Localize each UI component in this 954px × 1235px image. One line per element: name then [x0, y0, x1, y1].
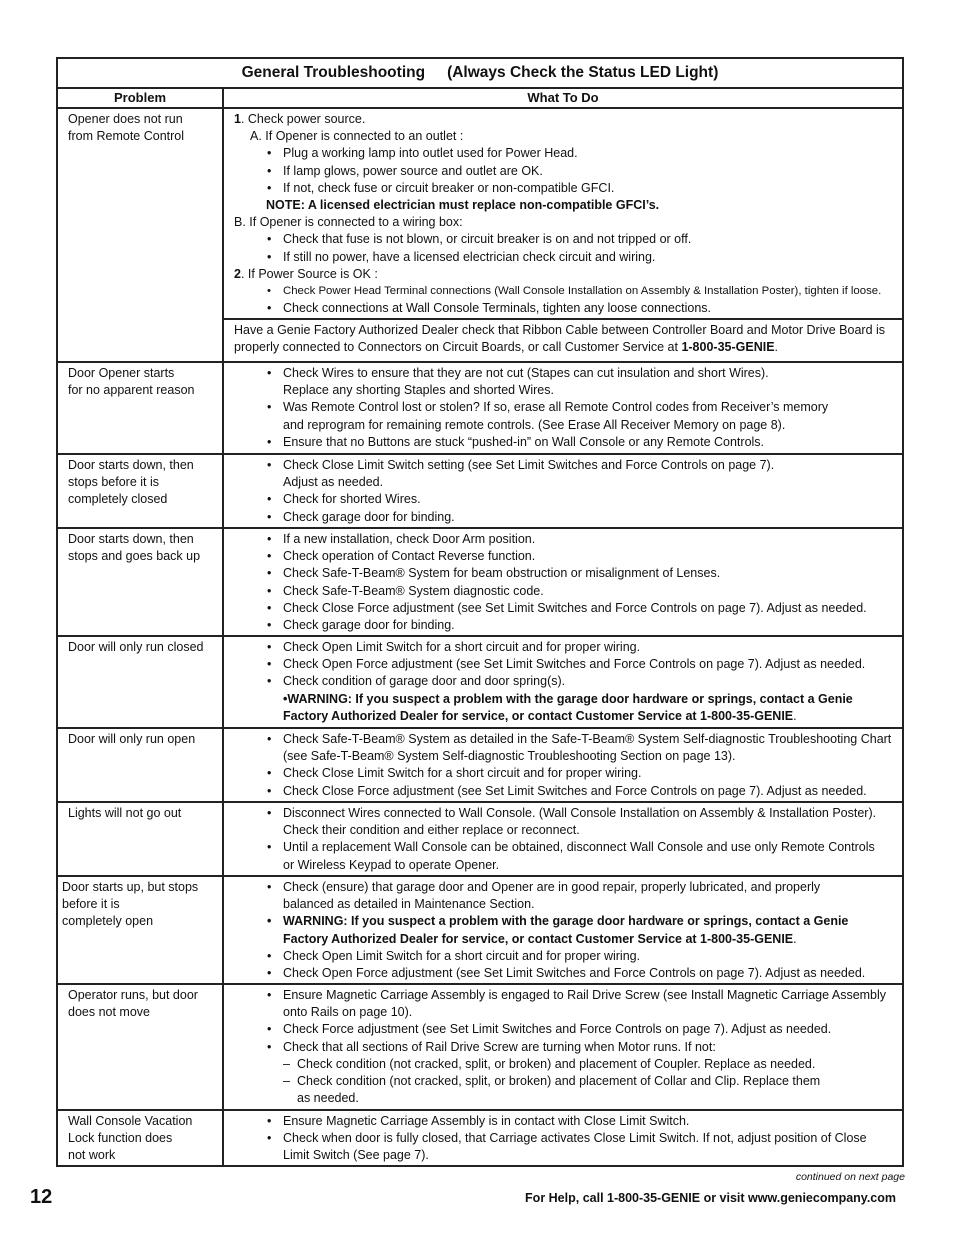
solution-steps [224, 109, 902, 320]
list-item: • Check (ensure) that garage door and Opener are in good repair, properly lubricated, and properly balanced as detailed in Maintenance Section. [234, 879, 900, 913]
list-item: • If not, check fuse or circuit breaker or non-compatible GFCI. [234, 180, 900, 197]
problem-cell: Door starts down, then stops before it is completely closed [58, 455, 224, 527]
problem-cell: Operator runs, but door does not move [58, 985, 224, 1109]
problem-cell: Opener does not run from Remote Control [58, 109, 224, 361]
list-item: • Ensure Magnetic Carriage Assembly is engaged to Rail Drive Screw (see Install Magnetic Carriage Assembly onto Rails on page 10). [234, 987, 900, 1021]
table-row [58, 985, 902, 1111]
header-problem: Problem [58, 89, 224, 107]
list-item: • Check Force adjustment (see Set Limit Switches and Force Controls on page 7). Adjust as needed. [234, 1021, 900, 1038]
list-item: • Check condition of garage door and door spring(s). [234, 673, 900, 690]
troubleshooting-table [56, 57, 904, 1167]
list-item: • Check Safe-T-Beam® System diagnostic code. [234, 583, 900, 600]
table-row [58, 803, 902, 877]
solution-cell [224, 985, 902, 1109]
list-item: • Check for shorted Wires. [234, 491, 900, 508]
list-item: • Check connections at Wall Console Terminals, tighten any loose connections. [234, 300, 900, 317]
list-item: • Disconnect Wires connected to Wall Console. (Wall Console Installation on Assembly & Installation Poster). Check their condition and either replace or reconnect. [234, 805, 900, 839]
problem-cell: Door Opener starts for no apparent reason [58, 363, 224, 453]
table-title [58, 59, 902, 89]
list-item: • Check that fuse is not blown, or circuit breaker is on and not tripped or off. [234, 231, 900, 248]
list-item: • Check Close Limit Switch setting (see Set Limit Switches and Force Controls on page 7). Adjust as needed. [234, 457, 900, 491]
list-item: • Check Close Limit Switch for a short circuit and for proper wiring. [234, 765, 900, 782]
list-item: • Check Open Limit Switch for a short circuit and for proper wiring. [234, 948, 900, 965]
gfci-note: NOTE: A licensed electrician must replace non-compatible GFCI’s. [266, 198, 660, 213]
list-item: • Check garage door for binding. [234, 509, 900, 526]
help-footer: For Help, call 1-800-35-GENIE or visit www.geniecompany.com [525, 1191, 896, 1205]
solution-cell [224, 455, 902, 527]
step-2-list [234, 283, 900, 317]
header-what-to-do: What To Do [527, 90, 599, 105]
list-item: • Check Open Force adjustment (see Set Limit Switches and Force Controls on page 7). Adjust as needed. [234, 656, 900, 673]
table-row [58, 455, 902, 529]
dealer-check: Have a Genie Factory Authorized Dealer check that Ribbon Cable between Controller Board and Motor Drive Board is properly connected to Connectors on Circuit Boards, or call Customer Service at 1-800-35-GENIE. [234, 323, 886, 355]
problem-cell: Wall Console Vacation Lock function does not work [58, 1111, 224, 1167]
step-1a-list [234, 145, 900, 197]
list-item: • Check operation of Contact Reverse function. [234, 548, 900, 565]
solution-cell [224, 109, 902, 361]
list-item: • Check that all sections of Rail Drive Screw are turning when Motor runs. If not: [234, 1039, 900, 1056]
solution-cell [224, 363, 902, 453]
page-number: 12 [30, 1186, 53, 1208]
list-item: • If lamp glows, power source and outlet are OK. [234, 163, 900, 180]
solution-cell [224, 877, 902, 983]
continued-note: continued on next page [795, 1171, 905, 1183]
solution-cell [224, 729, 902, 801]
table-row [58, 109, 902, 363]
table-row [58, 877, 902, 985]
step-1: 1. Check power source. [234, 112, 366, 126]
problem-cell: Door will only run open [58, 729, 224, 801]
step-1b: B. If Opener is connected to a wiring box: [234, 215, 463, 230]
list-item: • Ensure Magnetic Carriage Assembly is in contact with Close Limit Switch. [234, 1113, 900, 1130]
problem-cell: Door starts up, but stops before it is completely open [58, 877, 224, 983]
list-item: • Plug a working lamp into outlet used for Power Head. [234, 145, 900, 162]
list-item: • Check Safe-T-Beam® System for beam obstruction or misalignment of Lenses. [234, 565, 900, 582]
warning-note: •WARNING: If you suspect a problem with the garage door hardware or springs, contact a Genie Factory Authorized Dealer for service, or contact Customer Service at 1-800-35-GENIE. [283, 691, 853, 723]
list-item: • If a new installation, check Door Arm position. [234, 531, 900, 548]
list-item: • Check Wires to ensure that they are not cut (Stapes can cut insulation and short Wires). Replace any shorting Staples and shorted Wires. [234, 365, 900, 399]
table-row [58, 637, 902, 729]
step-2: 2. If Power Source is OK : [234, 266, 378, 281]
problem-cell: Door will only run closed [58, 637, 224, 727]
solution-cell [224, 1111, 902, 1167]
problem-cell: Lights will not go out [58, 803, 224, 875]
list-item: • If still no power, have a licensed electrician check circuit and wiring. [234, 249, 900, 266]
list-item: • Until a replacement Wall Console can be obtained, disconnect Wall Console and use only Remote Controls or Wireless Keypad to operate Opener. [234, 839, 900, 873]
table-row [58, 1111, 902, 1167]
list-item: • Check Safe-T-Beam® System as detailed in the Safe-T-Beam® System Self-diagnostic Troubleshooting Chart (see Safe-T-Beam® System Self-diagnostic Troubleshooting Section on page 13). [234, 731, 900, 765]
step-1a: A. If Opener is connected to an outlet : [250, 129, 464, 144]
list-item: • Ensure that no Buttons are stuck “pushed-in” on Wall Console or any Remote Controls. [234, 434, 900, 451]
solution-cell [224, 803, 902, 875]
phone-number: 1-800-35-GENIE [681, 340, 775, 355]
list-item: • Was Remote Control lost or stolen? If so, erase all Remote Control codes from Receiver’s memory and reprogram for remaining remote controls. (See Erase All Receiver Memory on page 8). [234, 399, 900, 433]
list-item: • Check Open Force adjustment (see Set Limit Switches and Force Controls on page 7). Adjust as needed. [234, 965, 900, 982]
list-item: • Check Close Force adjustment (see Set Limit Switches and Force Controls on page 7). Adjust as needed. [234, 600, 900, 617]
list-item: • Check garage door for binding. [234, 617, 900, 634]
list-item: – Check condition (not cracked, split, or broken) and placement of Collar and Clip. Replace them as needed. [234, 1073, 900, 1107]
step-1b-list [234, 231, 900, 265]
list-item: • Check Close Force adjustment (see Set Limit Switches and Force Controls on page 7). Adjust as needed. [234, 783, 900, 800]
list-item: • Check when door is fully closed, that Carriage activates Close Limit Switch. If not, adjust position of Close Limit Switch (See page 7). [234, 1130, 900, 1164]
list-item: • Check Open Limit Switch for a short circuit and for proper wiring. [234, 639, 900, 656]
title-sub: (Always Check the Status LED Light) [447, 64, 719, 81]
table-row [58, 529, 902, 637]
table-row [58, 729, 902, 803]
list-item: • Check Power Head Terminal connections (Wall Console Installation on Assembly & Installation Poster), tighten if loose. [234, 283, 900, 300]
list-item: – Check condition (not cracked, split, or broken) and placement of Coupler. Replace as needed. [234, 1056, 900, 1073]
warning-note: • WARNING: If you suspect a problem with the garage door hardware or springs, contact a Genie Factory Authorized Dealer for service, or contact Customer Service at 1-800-35-GENIE. [234, 913, 900, 947]
solution-cell [224, 529, 902, 635]
column-headers [58, 89, 902, 109]
problem-cell: Door starts down, then stops and goes back up [58, 529, 224, 635]
table-row [58, 363, 902, 455]
title-main: General Troubleshooting [241, 64, 426, 81]
solution-cell [224, 637, 902, 727]
